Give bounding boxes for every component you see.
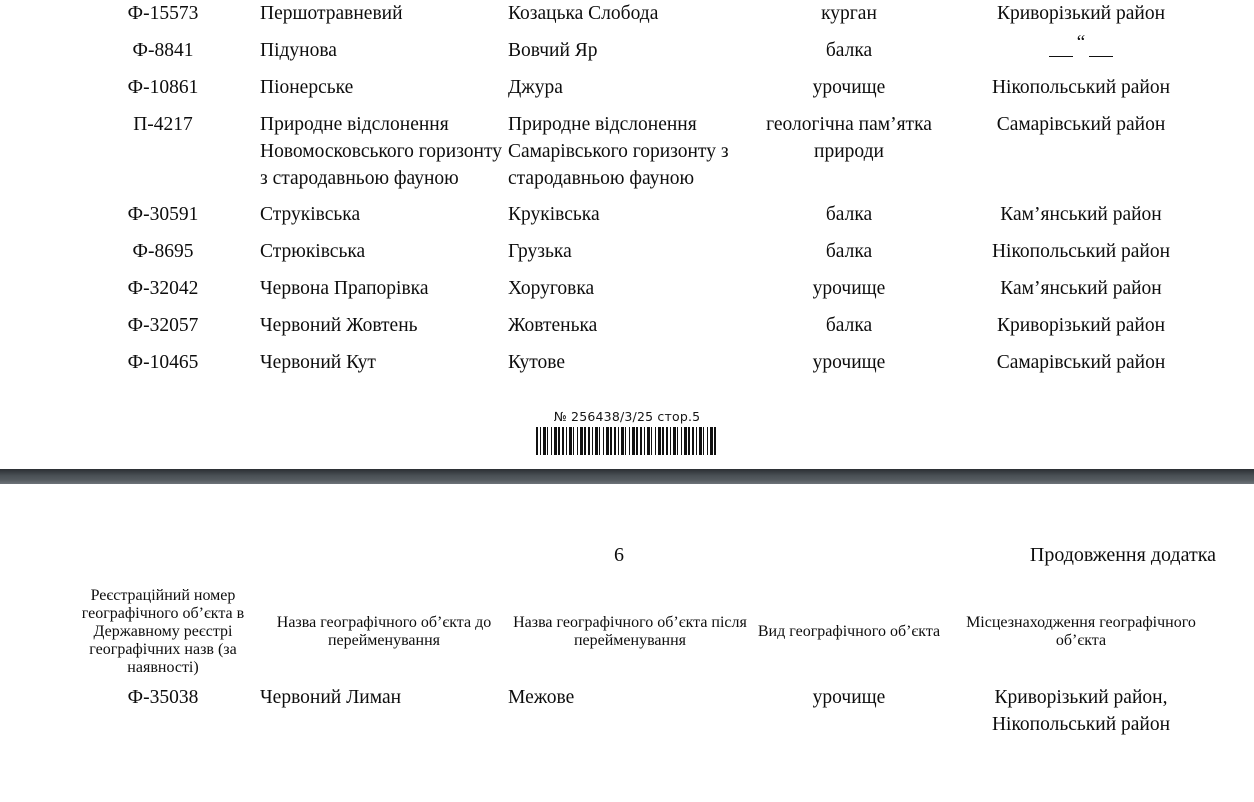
cell-name-before: Піонерське xyxy=(260,76,354,98)
table-row xyxy=(66,0,1216,33)
cell-name-before: Червона Прапорівка xyxy=(260,278,429,300)
scanned-page-bottom xyxy=(0,484,1254,802)
cell-location: Самарівський район xyxy=(996,113,1166,135)
cell-registration-number: Ф-10465 xyxy=(127,352,199,374)
cell-name-before: Червоний Кут xyxy=(260,352,376,374)
cell-object-kind: балка xyxy=(825,39,873,61)
cell-registration-number: Ф-35038 xyxy=(127,687,199,708)
cell-object-kind: урочище xyxy=(812,687,886,708)
table-row xyxy=(66,107,1216,198)
cell-object-kind: курган xyxy=(821,3,877,24)
table-row xyxy=(66,197,1216,234)
cell-name-before: Стрюківська xyxy=(260,241,366,263)
cell-name-before: Підунова xyxy=(260,39,337,61)
table-row xyxy=(66,70,1216,107)
cell-name-before: Червоний Жовтень xyxy=(260,315,418,337)
barcode-block xyxy=(0,409,1254,460)
column-header-location: Місцезнаходження географічного об’єкта xyxy=(966,614,1196,649)
column-header-name-before: Назва географічного об’єкта до перейменування xyxy=(276,614,492,649)
table-row xyxy=(66,345,1216,382)
cell-registration-number: Ф-30591 xyxy=(127,204,199,226)
table-row xyxy=(66,271,1216,308)
cell-location: Нікопольський район xyxy=(991,241,1171,263)
cell-name-after: Козацька Слобода xyxy=(508,3,659,24)
cell-object-kind: урочище xyxy=(812,278,886,300)
cell-registration-number: Ф-10861 xyxy=(127,76,199,98)
cell-location-line-2: Нікопольський район xyxy=(991,713,1171,735)
cell-location-line-1: Криворізький район, xyxy=(994,687,1168,708)
cell-location: Криворізький район xyxy=(996,315,1166,337)
ditto-mark: “ xyxy=(1049,42,1113,60)
cell-registration-number: Ф-32057 xyxy=(127,315,199,337)
cell-location-ditto xyxy=(946,33,1216,70)
cell-name-after: Хоруговка xyxy=(508,278,595,300)
column-header-object-kind: Вид географічного об’єкта xyxy=(757,623,941,640)
renaming-table-page-two xyxy=(66,586,1216,743)
cell-object-kind: балка xyxy=(825,315,873,337)
cell-registration-number: Ф-8841 xyxy=(132,39,194,61)
table-header-row xyxy=(66,586,1216,678)
cell-registration-number: Ф-8695 xyxy=(132,241,194,263)
cell-name-after: Джура xyxy=(508,76,563,98)
cell-location: Самарівський район xyxy=(996,352,1166,374)
column-header-name-after: Назва географічного об’єкта після перейменування xyxy=(513,614,747,649)
cell-name-before: Червоний Лиман xyxy=(260,687,402,708)
table-row xyxy=(66,308,1216,345)
cell-name-after: Природне відслонення Самарівського горизонту з стародавньою фауною xyxy=(508,113,729,189)
cell-name-after: Межове xyxy=(508,687,575,708)
page-separator-band xyxy=(0,469,1254,484)
cell-location: Нікопольський район xyxy=(991,76,1171,98)
cell-name-before: Струківська xyxy=(260,204,361,226)
cell-location: Кам’янський район xyxy=(1000,204,1162,226)
cell-name-after: Круківська xyxy=(508,204,600,226)
cell-object-kind: геологічна пам’ятка природи xyxy=(766,113,932,162)
cell-object-kind: урочище xyxy=(812,352,886,374)
cell-object-kind: балка xyxy=(825,204,873,226)
cell-registration-number: Ф-15573 xyxy=(127,3,199,24)
cell-name-after: Грузька xyxy=(508,241,572,263)
cell-name-before: Першотравневий xyxy=(260,3,403,24)
page-number: 6 xyxy=(614,544,624,566)
cell-name-after: Жовтенька xyxy=(508,315,598,337)
cell-name-after: Вовчий Яр xyxy=(508,39,598,61)
column-header-registration-number: Реєстраційний номер географічного об’єкта в Державному реєстрі географічних назв (за наявності) xyxy=(81,587,245,676)
page-header xyxy=(0,544,1254,572)
table-row xyxy=(66,234,1216,271)
table-row xyxy=(66,678,1216,743)
cell-location xyxy=(946,678,1216,743)
cell-object-kind: балка xyxy=(825,241,873,263)
cell-object-kind: урочище xyxy=(812,76,886,98)
table-row xyxy=(66,33,1216,70)
barcode-image xyxy=(536,427,718,455)
cell-registration-number: Ф-32042 xyxy=(127,278,199,300)
renaming-table-page-one xyxy=(66,0,1216,382)
cell-name-before: Природне відслонення Новомосковського горизонту з стародавньою фауною xyxy=(260,113,502,189)
cell-name-after: Кутове xyxy=(508,352,566,374)
cell-location: Кам’янський район xyxy=(1000,278,1162,300)
cell-registration-number: П-4217 xyxy=(133,113,193,135)
cell-location: Криворізький район xyxy=(996,3,1166,24)
continuation-note: Продовження додатка xyxy=(1029,544,1216,566)
barcode-caption: № 256438/3/25 стор.5 xyxy=(553,409,701,424)
